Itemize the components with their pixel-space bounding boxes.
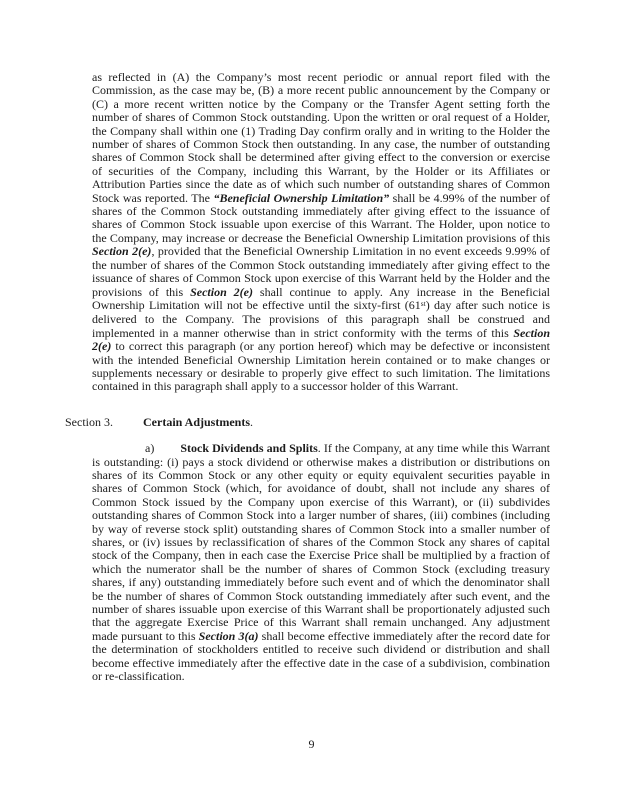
text-run: st bbox=[420, 298, 426, 308]
section-3-label: Section 3. bbox=[65, 414, 113, 429]
text-run: shall become effective immediately after the record date for the determination of stockholders entitled to receive such dividend or distribution and shall become effective immediately after the effective date in the case of a subdivision, combination or re-classification. bbox=[92, 628, 551, 684]
text-run: “Beneficial Ownership Limitation” bbox=[213, 190, 390, 205]
section-3-title-period: . bbox=[250, 414, 253, 429]
text-run: . If the Company, at any time while this Warrant is outstanding: (i) pays a stock dividend or otherwise makes a distribution or distributions on shares of its Common Stock or any other equity or equity equivalent securities payable in shares of Common Stock (which, for avoidance of doubt, shall not include any shares of Common Stock issued by the Company upon exercise of this Warrant), or (ii) subdivides outstanding shares of Common Stock into a larger number of shares, (iii) combines (including by way of reverse stock split) outstanding shares of Common Stock into a smaller number of shares, or (iv) issues by reclassification of shares of the Common Stock any shares of capital stock of the Company, then in each case the Exercise Price shall be multiplied by a fraction of which the numerator shall be the number of shares of Common Stock (excluding treasury shares, if any) outstanding immediately before such event and of which the denominator shall be the number of shares of Common Stock outstanding immediately after such event, and the number of shares issuable upon exercise of this Warrant shall be proportionately adjusted such that the aggregate Exercise Price of this Warrant shall remain unchanged. Any adjustment made pursuant to this bbox=[92, 441, 550, 643]
text-run: Stock Dividends and Splits bbox=[180, 441, 318, 456]
text-run: Section 2(e) bbox=[92, 325, 550, 354]
text-run: , provided that the Beneficial Ownership Limitation in no event exceeds 9.99% of the number of shares of the Common Stock outstanding immediately after giving effect to the issuance of shares of Common Stock upon exercise of this Warrant held by the Holder and the provisions of this bbox=[92, 244, 550, 299]
subsection-a-marker: a) bbox=[145, 441, 155, 456]
paragraph-stock-dividends-and-splits bbox=[92, 442, 550, 683]
subsection-a-text bbox=[92, 441, 550, 683]
text-run: Section 3(a) bbox=[198, 628, 259, 643]
text-run: ) day after such notice is delivered to the Company. The provisions of this paragraph shall be construed and implemented in a manner otherwise than in strict conformity with the terms of this bbox=[92, 297, 550, 340]
text-run: to correct this paragraph (or any portion hereof) which may be defective or inconsistent with the intended Beneficial Ownership Limitation herein contained or to make changes or supplements necessary or desirable to properly give effect to such limitation. The limitations contained in this paragraph shall apply to a successor holder of this Warrant. bbox=[92, 339, 550, 394]
text-run: Section 2(e) bbox=[190, 284, 253, 299]
document-text-block bbox=[65, 70, 551, 684]
text-run: as reflected in (A) the Company’s most recent periodic or annual report filed with the Commission, as the case may be, (B) a more recent public announcement by the Company or (C) a more recent written notice by the Company or the Transfer Agent setting forth the number of shares of Common Stock outstanding. Upon the written or oral request of a Holder, the Company shall within one (1) Trading Day confirm orally and in writing to the Holder the number of shares of Common Stock then outstanding. In any case, the number of outstanding shares of Common Stock shall be determined after giving effect to the conversion or exercise of securities of the Company, including this Warrant, by the Holder or its Affiliates or Attribution Parties since the date as of which such number of outstanding shares of Common Stock was reported. The bbox=[92, 70, 550, 205]
section-3-title: Certain Adjustments bbox=[143, 414, 250, 429]
section-3-heading bbox=[65, 416, 523, 429]
paragraph-beneficial-ownership-limitation bbox=[92, 71, 550, 394]
page-number: 9 bbox=[308, 737, 315, 751]
text-run: Section 2(e) bbox=[92, 244, 152, 259]
text-run: shall continue to apply. Any increase in the Beneficial Ownership Limitation will not be effective until the sixty-first (61 bbox=[92, 284, 550, 312]
text-run: shall be 4.99% of the number of shares of the Common Stock outstanding immediately after giving effect to the issuance of shares of Common Stock issuable upon exercise of this Warrant. The Holder, upon notice to the Company, may increase or decrease the Beneficial Ownership Limitation provisions of this bbox=[92, 190, 551, 245]
